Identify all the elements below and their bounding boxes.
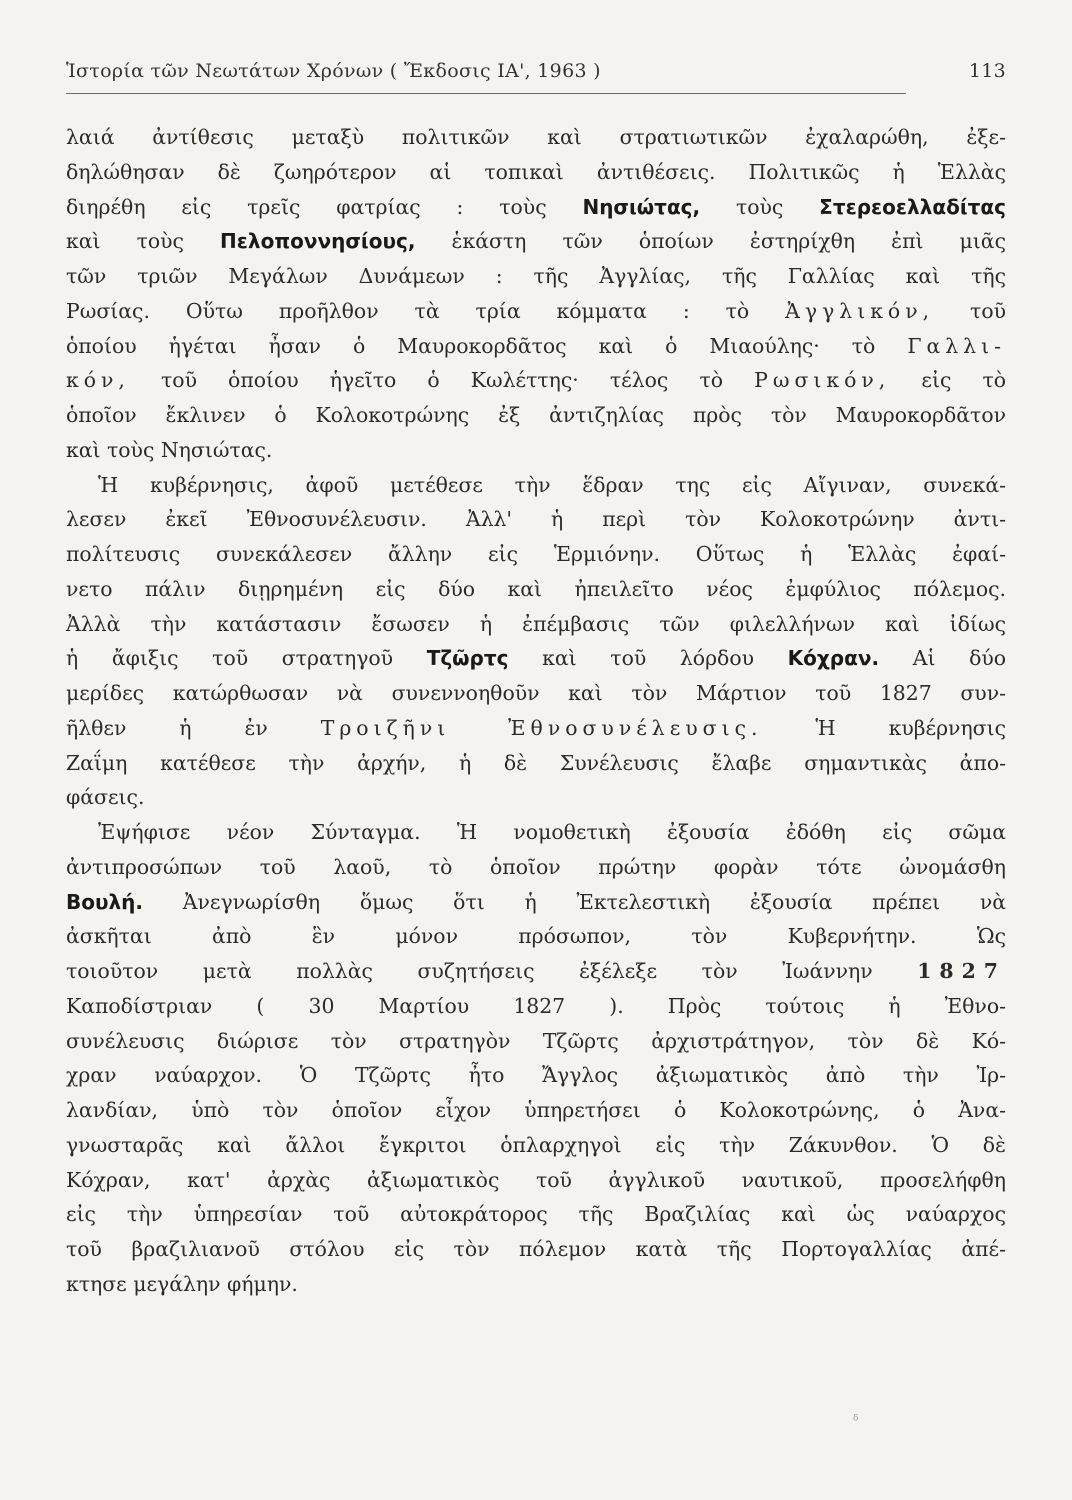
text-line: εἰς τὴν ὑπηρεσίαν τοῦ αὐτοκράτορος τῆς Βραζιλίας καὶ ὡς ναύαρχος <box>66 1202 1006 1227</box>
text-line: πολίτευσις συνεκάλεσεν ἄλλην εἰς Ἑρμιόνην. Οὕτως ἡ Ἑλλὰς ἐφαί- <box>66 542 1006 566</box>
text-line: ἡ ἄφιξις τοῦ στρατηγοῦ Τζῶρτς καὶ τοῦ λόρδου Κόχραν. Αἱ δύο <box>66 646 1007 671</box>
spaced-term: κόν, <box>66 368 130 393</box>
bold-term: Βουλή. <box>66 889 143 914</box>
text-line: λανδίαν, ὑπὸ τὸν ὁποῖον εἶχον ὑπηρετήσει ὁ Κολοκοτρώνης, ὁ Ἀνα- <box>66 1098 1006 1122</box>
running-header <box>66 60 1006 82</box>
text-line: νετο πάλιν διῃρημένη εἰς δύο καὶ ἠπειλεῖτο νέος ἐμφύλιος πόλεμος. <box>66 576 1006 601</box>
header-title: Ἱστορία τῶν Νεωτάτων Χρόνων ( Ἔκδοσις ΙΑ', 1963 ) <box>66 60 601 82</box>
bold-term: Νησιώτας, <box>582 194 701 219</box>
header-rule <box>66 93 906 94</box>
text-line: κόν, τοῦ ὁποίου ἡγεῖτο ὁ Κωλέττης· τέλος τὸ Ρωσικόν, εἰς τὸ <box>66 368 1007 393</box>
spaced-term: Γαλλι- <box>907 333 1006 358</box>
text-line: τοιοῦτον μετὰ πολλὰς συζητήσεις ἐξέλεξε τὸν Ἰωάννην 1827 <box>66 959 1006 983</box>
spaced-term: Τροιζῆνι Ἐθνοσυνέλευσις. <box>320 715 763 740</box>
text-line: Ἀλλὰ τὴν κατάστασιν ἔσωσεν ἡ ἐπέμβασις τῶν φιλελλήνων καὶ ἰδίως <box>66 611 1006 636</box>
text-line: καὶ τοὺς Πελοποννησίους, ἑκάστη τῶν ὁποίων ἐστηρίχθη ἐπὶ μιᾶς <box>66 229 1006 254</box>
body-text <box>66 120 1006 1302</box>
text-line: φάσεις. <box>66 785 145 810</box>
text-line: τοῦ βραζιλιανοῦ στόλου εἰς τὸν πόλεμον κατὰ τῆς Πορτογαλλίας ἀπέ- <box>66 1237 1006 1261</box>
text-line: χραν ναύαρχον. Ὁ Τζῶρτς ἦτο Ἄγγλος ἀξιωματικὸς ἀπὸ τὴν Ἰρ- <box>66 1063 1006 1088</box>
text-line: ἀσκῆται ἀπὸ ἓν μόνον πρόσωπον, τὸν Κυβερνήτην. Ὡς <box>66 924 1006 949</box>
text-line: Ρωσίας. Οὕτω προῆλθον τὰ τρία κόμματα : τὸ Ἀγγλικόν, τοῦ <box>66 298 1006 323</box>
text-line: ῆλθεν ἡ ἐν Τροιζῆνι Ἐθνοσυνέλευσις. Ἡ κυβέρνησις <box>66 715 1007 740</box>
spaced-term: Ἀγγλικόν, <box>785 298 935 323</box>
text-line: κτησε μεγάλην φήμην. <box>66 1271 298 1296</box>
bold-term: Πελοποννησίους, <box>220 229 416 254</box>
text-line: τῶν τριῶν Μεγάλων Δυνάμεων : τῆς Ἀγγλίας, τῆς Γαλλίας καὶ τῆς <box>66 264 1006 288</box>
text-line: δηλώθησαν δὲ ζωηρότερον αἱ τοπικαὶ ἀντιθέσεις. Πολιτικῶς ἡ Ἑλλὰς <box>66 159 1006 184</box>
text-line: συνέλευσις διώρισε τὸν στρατηγὸν Τζῶρτς ἀρχιστράτηγον, τὸν δὲ Κό- <box>66 1028 1006 1053</box>
page-number: 113 <box>968 60 1006 82</box>
bold-term: Στερεοελλαδίτας <box>819 194 1006 219</box>
text-line: καὶ τοὺς Νησιώτας. <box>66 437 273 462</box>
text-line: λεσεν ἐκεῖ Ἐθνοσυνέλευσιν. Ἀλλ' ἡ περὶ τὸν Κολοκοτρώνην ἀντι- <box>66 507 1006 532</box>
text-line: Ζαΐμη κατέθεσε τὴν ἀρχήν, ἡ δὲ Συνέλευσις ἔλαβε σημαντικὰς ἀπο- <box>66 750 1006 775</box>
text-line: Ἡ κυβέρνησις, ἀφοῦ μετέθεσε τὴν ἕδραν της εἰς Αἴγιναν, συνεκά- <box>98 472 1006 497</box>
text-line: μερίδες κατώρθωσαν νὰ συνεννοηθοῦν καὶ τὸν Μάρτιον τοῦ 1827 συν- <box>66 681 1006 705</box>
text-line: Βουλή. Ἀνεγνωρίσθη ὅμως ὅτι ἡ Ἐκτελεστικὴ ἐξουσία πρέπει νὰ <box>66 889 1007 914</box>
text-line: γνωσταρᾶς καὶ ἄλλοι ἔγκριτοι ὁπλαρχηγοὶ εἰς τὴν Ζάκυνθον. Ὁ δὲ <box>66 1132 1006 1157</box>
bold-term: Κόχραν. <box>787 646 880 671</box>
bold-term: Τζῶρτς <box>426 646 509 671</box>
text-line: λαιά ἀντίθεσις μεταξὺ πολιτικῶν καὶ στρατιωτικῶν ἐχαλαρώθη, ἐξε- <box>66 125 1006 149</box>
spaced-term: Ρωσικόν, <box>754 368 891 393</box>
text-line: Κόχραν, κατ' ἀρχὰς ἀξιωματικὸς τοῦ ἀγγλικοῦ ναυτικοῦ, προσελήφθη <box>66 1167 1006 1192</box>
year-figure: 1827 <box>917 959 1006 983</box>
margin-mark: ᵟ <box>853 1413 859 1429</box>
text-line: Ἐψήφισε νέον Σύνταγμα. Ἡ νομοθετικὴ ἐξουσία ἐδόθη εἰς σῶμα <box>98 820 1006 844</box>
text-line: διηρέθη εἰς τρεῖς φατρίας : τοὺς Νησιώτας, τοὺς Στερεοελλαδίτας <box>66 194 1006 219</box>
text-line: ἀντιπροσώπων τοῦ λαοῦ, τὸ ὁποῖον πρώτην φορὰν τότε ὠνομάσθη <box>66 854 1006 879</box>
text-line: Καποδίστριαν ( 30 Μαρτίου 1827 ). Πρὸς τούτοις ἡ Ἐθνο- <box>66 993 1006 1018</box>
text-line: ὁποίου ἡγέται ἦσαν ὁ Μαυροκορδᾶτος καὶ ὁ Μιαούλης· τὸ Γαλλι- <box>66 333 1006 358</box>
text-line: ὁποῖον ἔκλινεν ὁ Κολοκοτρώνης ἐξ ἀντιζηλίας πρὸς τὸν Μαυροκορδᾶτον <box>66 403 1006 427</box>
